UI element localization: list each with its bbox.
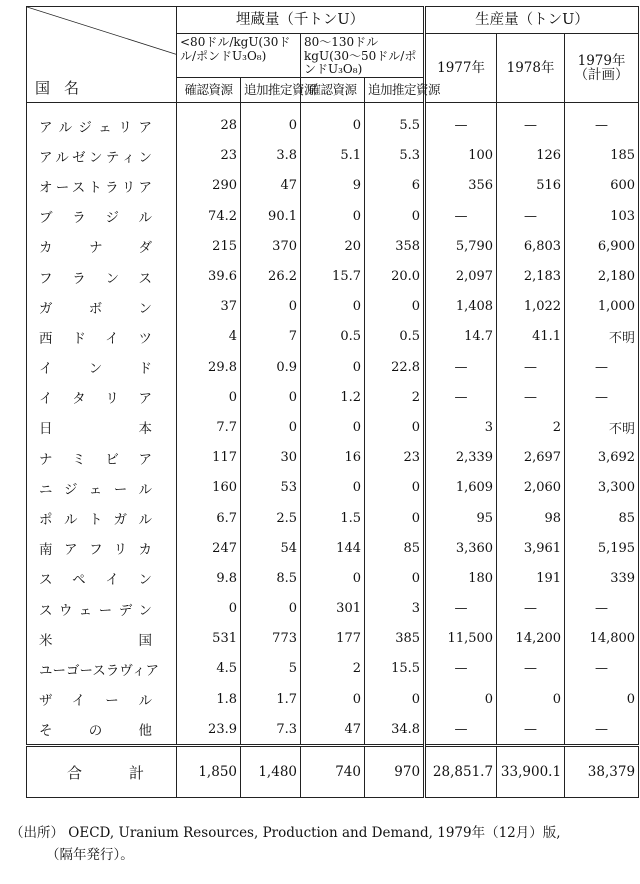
cell-p79: 2,180 xyxy=(565,261,639,291)
cell-e1: 8.5 xyxy=(241,563,301,593)
cell-p78: 516 xyxy=(497,171,565,201)
cell-p78: 0 xyxy=(497,684,565,714)
table-row xyxy=(27,563,639,593)
cell-c2: 9 xyxy=(301,171,365,201)
cell-e2: 20.0 xyxy=(365,261,425,291)
cell-p79: 14,800 xyxy=(565,624,639,654)
total-p78: 33,900.1 xyxy=(497,746,565,798)
table-row xyxy=(27,503,639,533)
cell-p77: — xyxy=(425,382,497,412)
country-name: アルジェリア xyxy=(27,102,177,141)
cell-e2: 0 xyxy=(365,292,425,322)
cell-p78: 6,803 xyxy=(497,231,565,261)
cell-c1: 1.8 xyxy=(177,684,241,714)
confirmed-header-2: 確認資源 xyxy=(301,77,365,102)
cell-e1: 2.5 xyxy=(241,503,301,533)
cell-p79: 339 xyxy=(565,563,639,593)
cell-p79: 不明 xyxy=(565,322,639,352)
cell-e2: 2 xyxy=(365,382,425,412)
cell-p78: — xyxy=(497,352,565,382)
cell-e1: 54 xyxy=(241,533,301,563)
cell-c1: 37 xyxy=(177,292,241,322)
cell-e2: 15.5 xyxy=(365,654,425,684)
cell-c1: 4 xyxy=(177,322,241,352)
table-row xyxy=(27,443,639,473)
table-row xyxy=(27,594,639,624)
total-p79: 38,379 xyxy=(565,746,639,798)
table-row xyxy=(27,292,639,322)
source-note xyxy=(10,822,630,866)
country-name: ガボン xyxy=(27,292,177,322)
cell-e1: 370 xyxy=(241,231,301,261)
cell-e2: 0 xyxy=(365,412,425,442)
cell-p78: — xyxy=(497,201,565,231)
cell-p78: 1,022 xyxy=(497,292,565,322)
table-row xyxy=(27,412,639,442)
cell-e2: 0 xyxy=(365,201,425,231)
country-name: その他 xyxy=(27,714,177,746)
cell-p78: 98 xyxy=(497,503,565,533)
year-1977-header: 1977年 xyxy=(425,34,497,103)
cell-p78: — xyxy=(497,102,565,141)
cell-c2: 5.1 xyxy=(301,141,365,171)
cell-c2: 177 xyxy=(301,624,365,654)
cell-e2: 34.8 xyxy=(365,714,425,746)
cell-p77: 3 xyxy=(425,412,497,442)
country-name: カナダ xyxy=(27,231,177,261)
country-name: インド xyxy=(27,352,177,382)
cell-e1: 0 xyxy=(241,412,301,442)
table-row xyxy=(27,231,639,261)
cell-c1: 290 xyxy=(177,171,241,201)
cell-p79: 1,000 xyxy=(565,292,639,322)
cell-c1: 29.8 xyxy=(177,352,241,382)
cell-p77: 356 xyxy=(425,171,497,201)
country-name: スペイン xyxy=(27,563,177,593)
cell-p79: — xyxy=(565,102,639,141)
cell-c1: 4.5 xyxy=(177,654,241,684)
cell-e1: 0 xyxy=(241,292,301,322)
country-name: フランス xyxy=(27,261,177,291)
country-name: 南アフリカ xyxy=(27,533,177,563)
cell-c1: 215 xyxy=(177,231,241,261)
cell-p77: — xyxy=(425,102,497,141)
cell-p77: 2,339 xyxy=(425,443,497,473)
country-column-header: 国名 xyxy=(35,78,94,97)
table-row xyxy=(27,171,639,201)
cell-e2: 385 xyxy=(365,624,425,654)
table-row xyxy=(27,684,639,714)
year-1979-note: （計画） xyxy=(574,66,629,83)
cell-e1: 5 xyxy=(241,654,301,684)
cell-c2: 15.7 xyxy=(301,261,365,291)
cell-e2: 23 xyxy=(365,443,425,473)
country-name: オーストラリア xyxy=(27,171,177,201)
cell-c2: 0.5 xyxy=(301,322,365,352)
cell-e1: 773 xyxy=(241,624,301,654)
cell-c2: 16 xyxy=(301,443,365,473)
cell-c2: 0 xyxy=(301,563,365,593)
country-name: イタリア xyxy=(27,382,177,412)
cell-p77: 180 xyxy=(425,563,497,593)
reserves-group-header: 埋蔵量（千トンU） xyxy=(177,7,425,34)
cell-c1: 160 xyxy=(177,473,241,503)
table-row xyxy=(27,624,639,654)
table-row xyxy=(27,201,639,231)
cell-e2: 0 xyxy=(365,503,425,533)
corner-cell xyxy=(27,7,177,103)
cell-p77: 1,609 xyxy=(425,473,497,503)
confirmed-header-1: 確認資源 xyxy=(177,77,241,102)
cell-e2: 0 xyxy=(365,563,425,593)
cell-p77: 0 xyxy=(425,684,497,714)
cell-p77: — xyxy=(425,654,497,684)
cell-c1: 247 xyxy=(177,533,241,563)
table-row xyxy=(27,473,639,503)
cell-c2: 0 xyxy=(301,352,365,382)
total-p77: 28,851.7 xyxy=(425,746,497,798)
cell-c2: 1.2 xyxy=(301,382,365,412)
cell-e1: 7.3 xyxy=(241,714,301,746)
cell-e2: 0.5 xyxy=(365,322,425,352)
total-e1: 1,480 xyxy=(241,746,301,798)
year-1978-header: 1978年 xyxy=(497,34,565,103)
cell-e1: 7 xyxy=(241,322,301,352)
cell-p78: 41.1 xyxy=(497,322,565,352)
cell-p79: — xyxy=(565,382,639,412)
cell-p77: 3,360 xyxy=(425,533,497,563)
cell-c2: 0 xyxy=(301,292,365,322)
estimated-header-1: 追加推定資源 xyxy=(241,77,301,102)
cell-e1: 90.1 xyxy=(241,201,301,231)
cell-p77: — xyxy=(425,594,497,624)
cell-c1: 0 xyxy=(177,594,241,624)
cell-p79: 3,300 xyxy=(565,473,639,503)
cell-c1: 39.6 xyxy=(177,261,241,291)
cell-p79: 85 xyxy=(565,503,639,533)
cell-e1: 1.7 xyxy=(241,684,301,714)
cell-p78: 2,183 xyxy=(497,261,565,291)
cell-e2: 0 xyxy=(365,684,425,714)
total-e2: 970 xyxy=(365,746,425,798)
country-name: ユーゴースラヴィア xyxy=(27,654,177,684)
table-footer xyxy=(27,746,639,798)
cell-c1: 6.7 xyxy=(177,503,241,533)
uranium-table xyxy=(26,6,639,798)
range1-header: <80ドル/kgU(30ドル/ポンドU₃O₈) xyxy=(177,34,301,78)
cell-p77: 11,500 xyxy=(425,624,497,654)
cell-p77: — xyxy=(425,201,497,231)
total-row xyxy=(27,746,639,798)
cell-p78: 2,060 xyxy=(497,473,565,503)
country-name: ポルトガル xyxy=(27,503,177,533)
country-name: アルゼンティン xyxy=(27,141,177,171)
cell-p78: — xyxy=(497,654,565,684)
cell-c2: 20 xyxy=(301,231,365,261)
cell-p78: — xyxy=(497,714,565,746)
source-line-2: （隔年発行）。 xyxy=(46,847,134,863)
cell-p77: 1,408 xyxy=(425,292,497,322)
table-body xyxy=(27,102,639,746)
cell-c1: 531 xyxy=(177,624,241,654)
table-row xyxy=(27,102,639,141)
production-group-header: 生産量（トンU） xyxy=(425,7,639,34)
cell-c2: 0 xyxy=(301,412,365,442)
cell-p79: — xyxy=(565,654,639,684)
country-name: 西ドイツ xyxy=(27,322,177,352)
cell-c2: 0 xyxy=(301,201,365,231)
cell-p78: 191 xyxy=(497,563,565,593)
cell-p77: 100 xyxy=(425,141,497,171)
range2-header: 80〜130ドルkgU(30〜50ドル/ポンドU₃O₈) xyxy=(301,34,425,78)
cell-e2: 22.8 xyxy=(365,352,425,382)
estimated-header-2: 追加推定資源 xyxy=(365,77,425,102)
cell-e1: 47 xyxy=(241,171,301,201)
cell-c1: 117 xyxy=(177,443,241,473)
table-row xyxy=(27,714,639,746)
cell-p77: 5,790 xyxy=(425,231,497,261)
cell-p79: — xyxy=(565,714,639,746)
total-c2: 740 xyxy=(301,746,365,798)
cell-p78: — xyxy=(497,594,565,624)
country-name: 日本 xyxy=(27,412,177,442)
cell-p79: 不明 xyxy=(565,412,639,442)
country-name: ブラジル xyxy=(27,201,177,231)
cell-p77: 2,097 xyxy=(425,261,497,291)
cell-e1: 0 xyxy=(241,594,301,624)
cell-c1: 7.7 xyxy=(177,412,241,442)
cell-p78: 3,961 xyxy=(497,533,565,563)
cell-c1: 0 xyxy=(177,382,241,412)
cell-p77: 14.7 xyxy=(425,322,497,352)
cell-p78: 2 xyxy=(497,412,565,442)
table-header xyxy=(27,7,639,103)
cell-c2: 0 xyxy=(301,102,365,141)
cell-p78: 2,697 xyxy=(497,443,565,473)
cell-e1: 26.2 xyxy=(241,261,301,291)
cell-e2: 6 xyxy=(365,171,425,201)
source-line-1: （出所） OECD, Uranium Resources, Production and Demand, 1979年（12月）版, xyxy=(10,825,561,841)
table-row xyxy=(27,141,639,171)
cell-c2: 2 xyxy=(301,654,365,684)
cell-p79: — xyxy=(565,594,639,624)
cell-e2: 3 xyxy=(365,594,425,624)
cell-c1: 74.2 xyxy=(177,201,241,231)
country-name: ニジェール xyxy=(27,473,177,503)
table-row xyxy=(27,382,639,412)
cell-p79: 600 xyxy=(565,171,639,201)
cell-e2: 85 xyxy=(365,533,425,563)
country-name: 米国 xyxy=(27,624,177,654)
cell-p77: — xyxy=(425,714,497,746)
table-row xyxy=(27,261,639,291)
country-name: ザイール xyxy=(27,684,177,714)
table-row xyxy=(27,654,639,684)
cell-e1: 30 xyxy=(241,443,301,473)
cell-e2: 0 xyxy=(365,473,425,503)
cell-p78: 126 xyxy=(497,141,565,171)
cell-c1: 28 xyxy=(177,102,241,141)
cell-c1: 23.9 xyxy=(177,714,241,746)
table-row xyxy=(27,533,639,563)
table-row xyxy=(27,322,639,352)
cell-e1: 0.9 xyxy=(241,352,301,382)
cell-p79: 5,195 xyxy=(565,533,639,563)
cell-c2: 301 xyxy=(301,594,365,624)
cell-c2: 1.5 xyxy=(301,503,365,533)
cell-e1: 53 xyxy=(241,473,301,503)
cell-p79: — xyxy=(565,352,639,382)
country-name: スウェーデン xyxy=(27,594,177,624)
cell-p78: 14,200 xyxy=(497,624,565,654)
cell-e1: 3.8 xyxy=(241,141,301,171)
cell-p79: 3,692 xyxy=(565,443,639,473)
cell-p77: — xyxy=(425,352,497,382)
cell-e1: 0 xyxy=(241,102,301,141)
cell-c1: 9.8 xyxy=(177,563,241,593)
cell-p79: 6,900 xyxy=(565,231,639,261)
cell-e2: 5.3 xyxy=(365,141,425,171)
cell-e2: 358 xyxy=(365,231,425,261)
cell-c2: 0 xyxy=(301,684,365,714)
cell-p79: 0 xyxy=(565,684,639,714)
cell-p78: — xyxy=(497,382,565,412)
cell-c1: 23 xyxy=(177,141,241,171)
cell-e2: 5.5 xyxy=(365,102,425,141)
total-label: 合計 xyxy=(27,746,177,798)
year-1979-label: 1979年 xyxy=(577,52,626,69)
table-row xyxy=(27,352,639,382)
cell-p77: 95 xyxy=(425,503,497,533)
cell-c2: 0 xyxy=(301,473,365,503)
cell-c2: 47 xyxy=(301,714,365,746)
year-1979-header xyxy=(565,34,639,103)
country-name: ナミビア xyxy=(27,443,177,473)
cell-e1: 0 xyxy=(241,382,301,412)
cell-p79: 103 xyxy=(565,201,639,231)
cell-p79: 185 xyxy=(565,141,639,171)
total-c1: 1,850 xyxy=(177,746,241,798)
cell-c2: 144 xyxy=(301,533,365,563)
